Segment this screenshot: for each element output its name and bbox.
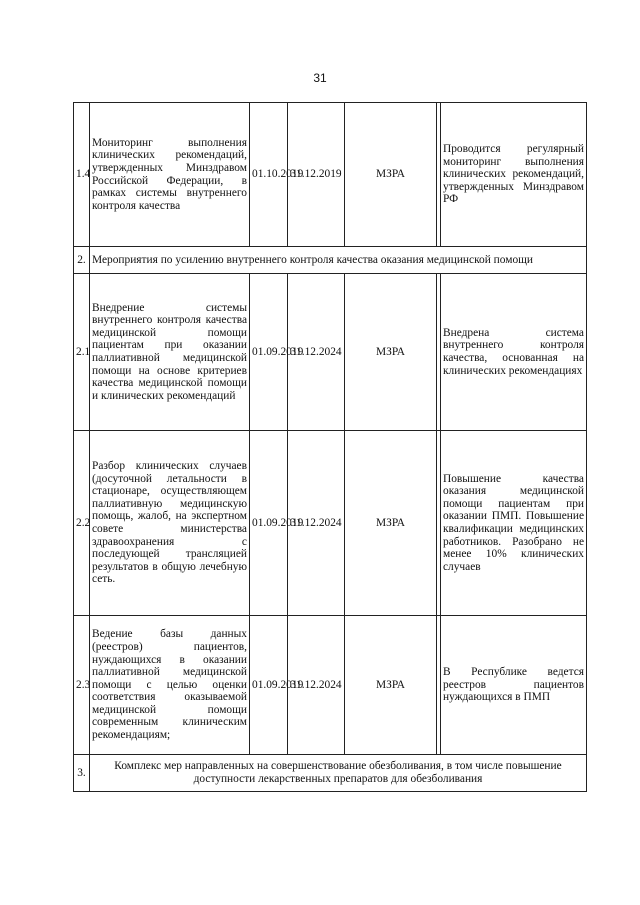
result-cell: Проводится регулярный мониторинг выполнения клинических рекомендаций, утвержденных Минздравом РФ <box>441 103 587 247</box>
row-number: 1.4 <box>74 103 90 247</box>
activity-cell: Ведение базы данных (реестров) пациентов, нуждающихся в оказании паллиативной медицинской помощи с целью оценки соответствия оказываемой медицинской помощи современным клиническим рекомендациям; <box>90 616 250 755</box>
section-title: Комплекс мер направленных на совершенствование обезболивания, в том числе повышение доступности лекарственных препаратов для обезболивания <box>90 755 587 792</box>
result-cell: В Республике ведется реестров пациентов нуждающихся в ПМП <box>441 616 587 755</box>
result-cell: Внедрена система внутреннего контроля качества, основанная на клинических рекомендациях <box>441 274 587 431</box>
result-cell: Повышение качества оказания медицинской помощи пациентам при оказании ПМП. Повышение квалификации медицинских работников. Разобрано не менее 10% клинических случаев <box>441 431 587 616</box>
activity-cell: Внедрение системы внутреннего контроля качества медицинской помощи пациентам при оказании паллиативной медицинской помощи на основе критериев качества медицинской помощи и клинических рекомендаций <box>90 274 250 431</box>
row-number: 2.2 <box>74 431 90 616</box>
end-date-cell: 31.12.2024 <box>288 274 345 431</box>
table-row <box>74 103 587 247</box>
section-number: 3. <box>74 755 90 792</box>
page-number: 31 <box>313 71 327 85</box>
executor-cell: МЗРА <box>345 616 437 755</box>
executor-cell: МЗРА <box>345 431 437 616</box>
table-row <box>74 274 587 431</box>
section-row <box>74 755 587 792</box>
row-number: 2.3 <box>74 616 90 755</box>
table-row <box>74 616 587 755</box>
action-plan-table <box>73 102 587 792</box>
activity-cell: Мониторинг выполнения клинических рекомендаций, утвержденных Минздравом Российской Федерации, в рамках системы внутреннего контроля качества <box>90 103 250 247</box>
executor-cell: МЗРА <box>345 274 437 431</box>
end-date-cell: 31.12.2019 <box>288 103 345 247</box>
activity-cell: Разбор клинических случаев (досуточной летальности в стационаре, осуществляющем паллиативную медицинскую помощь, жалоб, на экспертном совете министерства здравоохранения с последующей трансляцией результатов в общую лечебную сеть. <box>90 431 250 616</box>
section-number: 2. <box>74 247 90 274</box>
row-number: 2.1 <box>74 274 90 431</box>
table-row <box>74 431 587 616</box>
start-date-cell: 01.10.2019 <box>250 103 288 247</box>
start-date-cell: 01.09.2019 <box>250 274 288 431</box>
executor-cell: МЗРА <box>345 103 437 247</box>
end-date-cell: 31.12.2024 <box>288 616 345 755</box>
end-date-cell: 31.12.2024 <box>288 431 345 616</box>
section-row <box>74 247 587 274</box>
start-date-cell: 01.09.2019 <box>250 616 288 755</box>
start-date-cell: 01.09.2019 <box>250 431 288 616</box>
section-title: Мероприятия по усилению внутреннего контроля качества оказания медицинской помощи <box>90 247 587 274</box>
